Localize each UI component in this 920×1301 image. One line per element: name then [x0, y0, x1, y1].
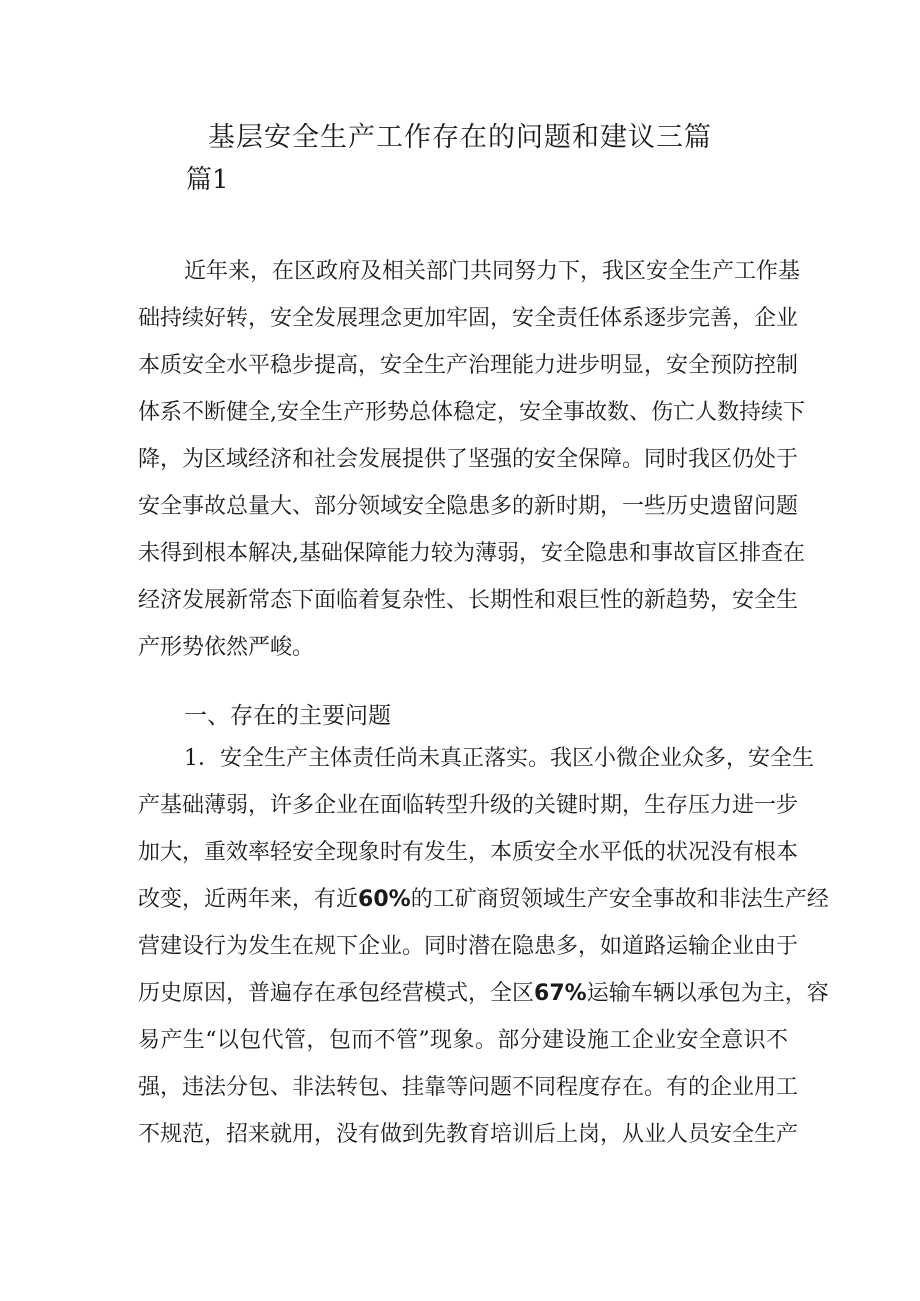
- paragraph-line: 加大，重效率轻安全现象时有发生，本质安全水平低的状况没有根本: [138, 840, 799, 865]
- section-heading: 一、存在的主要问题: [184, 703, 391, 729]
- paragraph-line: 近年来，在区政府及相关部门共同努力下，我区安全生产工作基: [184, 259, 801, 284]
- text-segment: 运输车辆以承包为主，容: [586, 981, 829, 1006]
- text-segment: 历史原因，普遍存在承包经营模式，全区: [138, 981, 535, 1006]
- paragraph-line: 降，为区域经济和社会发展提供了坚强的安全保障。同时我区仍处于: [138, 447, 799, 472]
- paragraph-line: [138, 882, 829, 918]
- paragraph-line: 产基础薄弱，许多企业在面临转型升级的关键时期，生存压力进一步: [138, 793, 799, 818]
- paragraph-line: 强，违法分包、非法转包、挂靠等问题不同程度存在。有的企业用工: [138, 1075, 799, 1100]
- paragraph-line: 经济发展新常态下面临着复杂性、长期性和艰巨性的新趋势，安全生: [138, 588, 799, 613]
- paragraph-line: 产形势依然严峻。: [138, 635, 315, 660]
- paragraph-line: 不规范，招来就用，没有做到先教育培训后上岗，从业人员安全生产: [138, 1122, 799, 1147]
- part-label: 篇1: [186, 165, 229, 195]
- paragraph-line: 未得到根本解决,基础保障能力较为薄弱，安全隐患和事故盲区排查在: [138, 541, 805, 566]
- text-segment: 改变，近两年来，有近: [138, 887, 359, 912]
- text-segment: 的工矿商贸领域生产安全事故和非法生产经: [410, 887, 829, 912]
- paragraph-line: 安全事故总量大、部分领域安全隐患多的新时期，一些历史遗留问题: [138, 494, 799, 519]
- paragraph-line: 本质安全水平稳步提高，安全生产治理能力进步明显，安全预防控制: [138, 353, 799, 378]
- document-title: 基层安全生产工作存在的问题和建议三篇: [208, 122, 712, 153]
- paragraph-line: 营建设行为发生在规下企业。同时潜在隐患多，如道路运输企业由于: [138, 934, 799, 959]
- paragraph-line: 易产生“以包代管，包而不管”现象。部分建设施工企业安全意识不: [138, 1028, 788, 1053]
- paragraph-line: 1．安全生产主体责任尚未真正落实。我区小微企业众多，安全生: [184, 746, 814, 771]
- percent-value: 67%: [534, 981, 587, 1006]
- percent-value: 60%: [358, 887, 411, 912]
- paragraph-line: 体系不断健全,安全生产形势总体稳定，安全事故数、伤亡人数持续下: [138, 400, 805, 425]
- paragraph-line: [138, 976, 829, 1012]
- paragraph-line: 础持续好转，安全发展理念更加牢固，安全责任体系逐步完善，企业: [138, 306, 799, 331]
